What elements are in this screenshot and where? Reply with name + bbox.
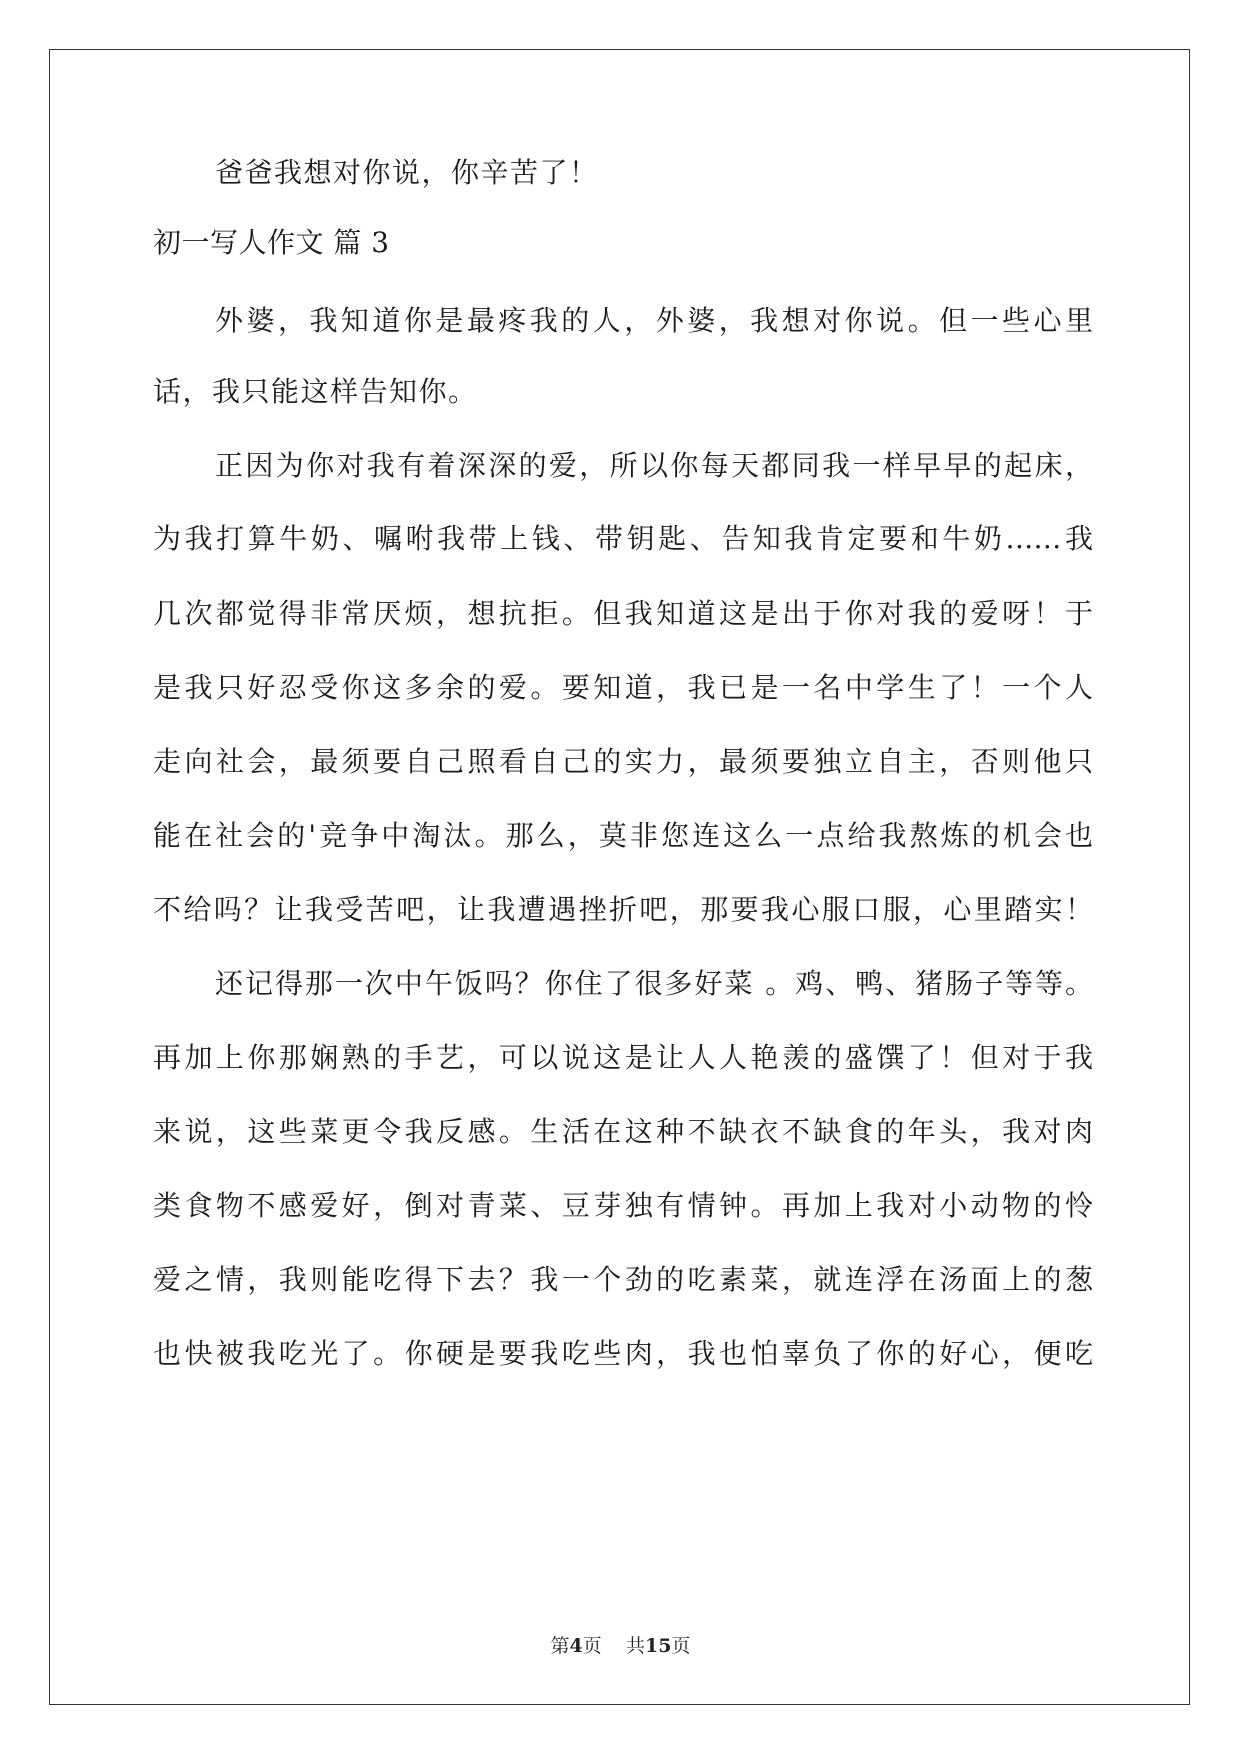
paragraph-line: 外婆，我知道你是最疼我的人，外婆，我想对你说。但一些心里 (215, 304, 1093, 337)
paragraph-line: 类食物不感爱好，倒对青菜、豆芽独有情钟。再加上我对小动物的怜 (153, 1189, 1093, 1222)
paragraph-line: 为我打算牛奶、嘱咐我带上钱、带钥匙、告知我肯定要和牛奶……我 (153, 522, 1093, 555)
section-heading: 初一写人作文 篇 3 (153, 226, 390, 259)
paragraph-line: 正因为你对我有着深深的爱，所以你每天都同我一样早早的起床， (215, 449, 1093, 482)
paragraph-line: 走向社会，最须要自己照看自己的实力，最须要独立自主，否则他只 (153, 745, 1093, 778)
paragraph-line: 几次都觉得非常厌烦，想抗拒。但我知道这是出于你对我的爱呀！于 (153, 597, 1093, 630)
paragraph-line: 不给吗？让我受苦吧，让我遭遇挫折吧，那要我心服口服，心里踏实！ (153, 893, 1093, 926)
paragraph-line: 来说，这些菜更令我反感。生活在这种不缺衣不缺食的年头，我对肉 (153, 1115, 1093, 1148)
footer-page-number: 4 (569, 1635, 583, 1657)
paragraph-line: 也快被我吃光了。你硬是要我吃些肉，我也怕辜负了你的好心，便吃 (153, 1337, 1093, 1370)
paragraph-line: 话，我只能这样告知你。 (153, 375, 478, 408)
paragraph-line: 爱之情，我则能吃得下去？我一个劲的吃素菜，就连浮在汤面上的葱 (153, 1263, 1093, 1296)
footer-page-suffix: 页 (582, 1635, 602, 1657)
footer-total-suffix: 页 (671, 1635, 691, 1657)
paragraph-line: 能在社会的'竞争中淘汰。那么，莫非您连这么一点给我熬炼的机会也 (153, 819, 1093, 852)
paragraph-line: 是我只好忍受你这多余的爱。要知道，我已是一名中学生了！一个人 (153, 671, 1093, 704)
page-footer (0, 1634, 1241, 1658)
footer-prefix: 第 (550, 1635, 570, 1657)
footer-total-pages: 15 (644, 1635, 672, 1657)
paragraph-line: 再加上你那娴熟的手艺，可以说这是让人人艳羡的盛馔了！但对于我 (153, 1041, 1093, 1074)
paragraph-line: 还记得那一次中午饭吗？你住了很多好菜 。鸡、鸭、猪肠子等等。 (215, 967, 1093, 1000)
page-border (49, 49, 1190, 1705)
footer-total-prefix: 共 (625, 1635, 645, 1657)
paragraph-line: 爸爸我想对你说，你辛苦了！ (215, 156, 599, 189)
